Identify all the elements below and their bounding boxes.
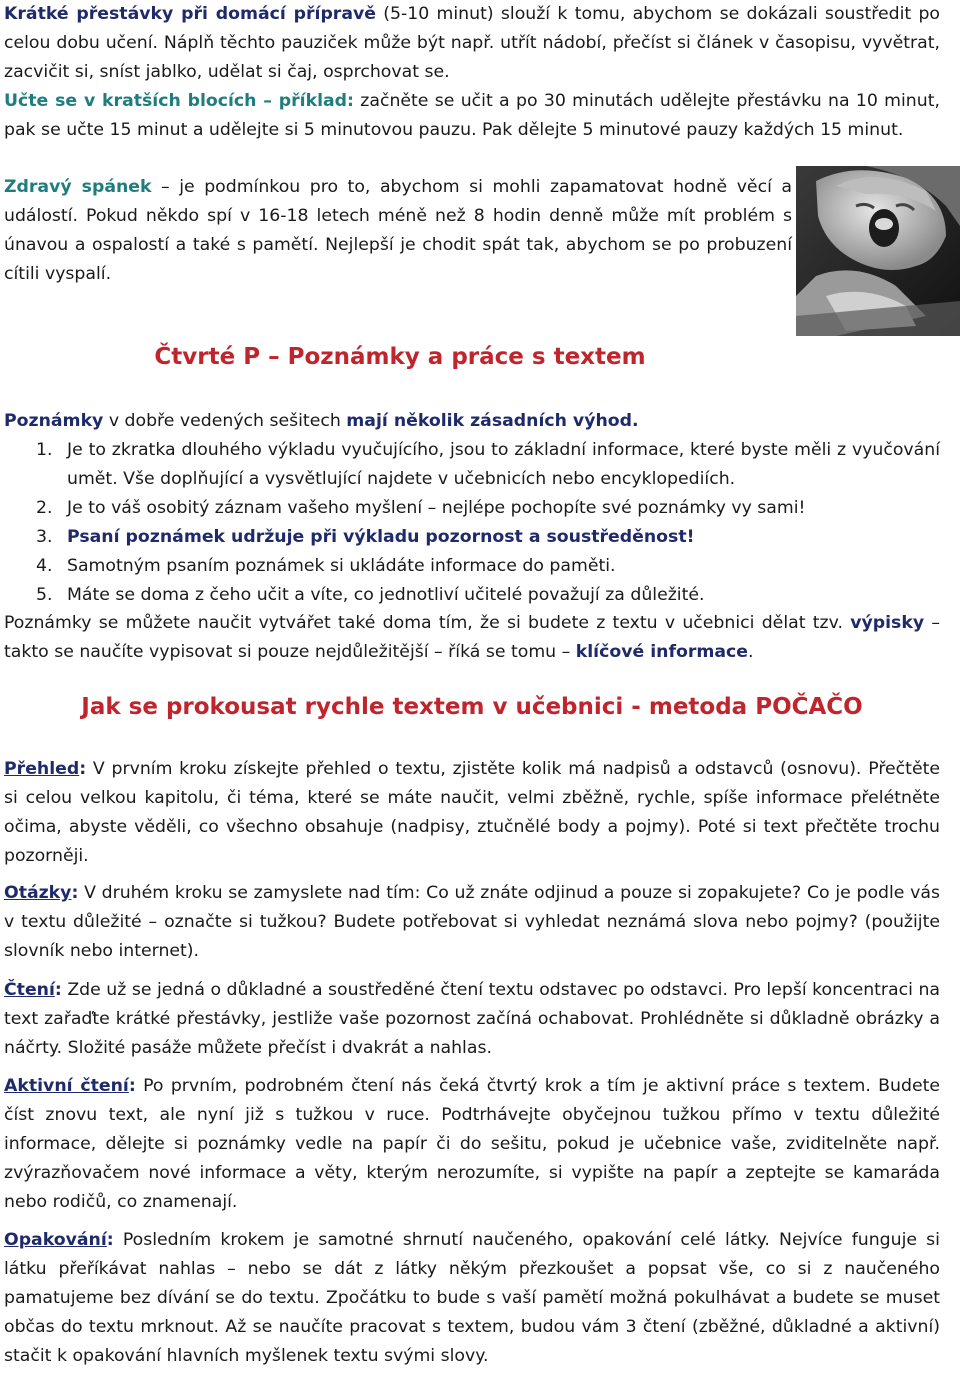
step-revision: [4, 1226, 940, 1371]
step-colon: :: [79, 759, 87, 779]
step-text: Zde už se jedná o důkladné a soustředěné čtení textu odstavec po odstavci. Pro lepší koncentraci na text zařaďte krátké přestávky, jestliže vaše pozornost začíná ochabovat. Prohlédněte si důkladně obrázky a náčrty. Složité pasáže můžete přečíst i dvakrát a nahlas.: [4, 980, 940, 1058]
key-information-term: klíčové informace: [575, 641, 748, 662]
step-text: Po prvním, podrobném čtení nás čeká čtvrtý krok a tím je aktivní práce s textem. Budete číst znovu text, ale nyní již s tužkou v ruce. Podtrhávejte obyčejnou tužkou přímo v textu důležité informace, dělejte si poznámky vedle na papír či do sešitu, pokud je učebnice vaše, zviditelněte např. zvýrazňovačem nové informace a věty, kterým nerozumíte, si vypište na papír a zeptejte se kamaráda nebo rodičů, co znamenají.: [4, 1076, 940, 1212]
notes-lead: Poznámky: [4, 411, 104, 431]
paragraph-short-blocks: [4, 87, 940, 145]
excerpts-text-b: – takto se naučíte vypisovat si pouze nejdůležitější – říká se tomu –: [4, 613, 940, 662]
step-text: Posledním krokem je samotné shrnutí naučeného, opakování celé látky. Nejvíce funguje si látku přeříkávat nahlas – nebo se dát z látky někým přezkoušet a popsat vše, co si z naučeného pamatujeme bez dívání se do textu. Zpočátku to bude s vaší pamětí možná pokulhávat a budete se muset občas do textu mrknout. Až se naučíte pracovat s textem, budou vám 3 čtení (zběžné, důkladné a aktivní) stačit k opakování hlavních myšlenek textu svými slovy.: [4, 1230, 940, 1366]
list-item: [4, 523, 940, 552]
advantages-list: [4, 436, 940, 609]
excerpts-text-a: Poznámky se můžete naučit vytvářet také doma tím, že si budete z textu v učebnici dělat tzv.: [4, 613, 851, 633]
step-overview: [4, 755, 940, 871]
notes-intro: [4, 407, 940, 436]
short-blocks-text: začněte se učit a po 30 minutách udělejte přestávku na 10 minut, pak se učte 15 minut a udělejte si 5 minutovou pauzu. Pak dělejte 5 minutové pauzy každých 15 minut.: [4, 91, 940, 140]
list-number: 2.: [36, 497, 53, 518]
section-title-notes: Čtvrté P – Poznámky a práce s textem: [154, 344, 646, 370]
list-number: 1.: [36, 440, 53, 460]
excerpts-paragraph: [4, 609, 940, 667]
healthy-sleep-lead: Zdravý spánek: [4, 177, 152, 197]
notes-mid: v dobře vedených sešitech: [103, 411, 347, 431]
short-blocks-lead: Učte se v kratších blocích – příklad:: [4, 91, 354, 111]
list-text: Je to zkratka dlouhého výkladu vyučujícího, jsou to základní informace, které byste měli z vyučování umět. Vše doplňující a vysvětlující najdete v učebnicích nebo encyklopediích.: [67, 440, 940, 489]
step-text: V prvním kroku získejte přehled o textu, zjistěte kolik má nadpisů a odstavců (osnovu). Přečtěte si celou velkou kapitolu, či téma, které se máte naučit, velmi zběžně, rychle, spíše informace přelétněte očima, abyste věděli, co všechno obsahuje (nadpisy, ztučnělé body a pojmy). Poté si text přečtěte trochu pozorněji.: [4, 759, 940, 866]
yawning-student-photo: [796, 166, 960, 336]
notes-tail: mají několik zásadních výhod.: [346, 411, 639, 431]
list-number: 4.: [36, 555, 53, 576]
step-text: V druhém kroku se zamyslete nad tím: Co už znáte odjinud a pouze si zopakujete? Co je podle vás v textu důležité – označte si tužkou? Budete potřebovat si vyhledat neznámá slova nebo pojmy? (použijte slovník nebo internet).: [4, 883, 940, 961]
excerpts-end: .: [748, 641, 754, 662]
list-text: Máte se doma z čeho učit a víte, co jednotliví učitelé považují za důležité.: [67, 584, 705, 605]
step-reading: [4, 976, 940, 1063]
list-item: [4, 494, 940, 523]
list-item: [4, 436, 940, 494]
list-text: Je to váš osobitý záznam vašeho myšlení – nejlépe pochopíte své poznámky vy sami!: [67, 497, 806, 518]
step-colon: :: [71, 883, 79, 903]
section-title-method: Jak se prokousat rychle textem v učebnici - metoda POČAČO: [81, 694, 863, 720]
list-text: Psaní poznámek udržuje při výkladu pozornost a soustředěnost!: [67, 526, 695, 547]
step-colon: :: [54, 980, 62, 1000]
step-term: Otázky: [4, 883, 72, 903]
step-colon: :: [128, 1076, 136, 1096]
list-text: Samotným psaním poznámek si ukládáte informace do paměti.: [67, 555, 616, 576]
list-item: [4, 581, 940, 610]
excerpts-term: výpisky: [850, 613, 925, 633]
step-active-reading: [4, 1072, 940, 1217]
healthy-sleep-text: – je podmínkou pro to, abychom si mohli zapamatovat hodně věcí a událostí. Pokud někdo spí v 16-18 letech méně než 8 hodin denně může mít problém s únavou a ospalostí a také s pamětí. Nejlepší je chodit spát tak, abychom se po probuzení cítili vyspalí.: [4, 177, 792, 284]
step-colon: :: [106, 1230, 114, 1250]
short-breaks-lead: Krátké přestávky při domácí přípravě: [4, 4, 376, 24]
paragraph-short-breaks: [4, 0, 940, 87]
list-item: [4, 552, 940, 581]
list-number: 5.: [36, 584, 53, 605]
step-term: Čtení: [4, 980, 55, 1000]
step-term: Aktivní čtení: [4, 1076, 129, 1096]
paragraph-healthy-sleep: [4, 173, 792, 289]
short-breaks-text: (5-10 minut) slouží k tomu, abychom se dokázali soustředit po celou dobu učení. Náplň těchto pauziček může být např. utřít nádobí, přečíst si článek v časopisu, vyvětrat, zacvičit si, sníst jablko, udělat si čaj, osprchovat se.: [4, 4, 940, 82]
step-term: Přehled: [4, 759, 80, 779]
step-questions: [4, 879, 940, 966]
list-number: 3.: [36, 526, 53, 547]
step-term: Opakování: [4, 1230, 107, 1250]
